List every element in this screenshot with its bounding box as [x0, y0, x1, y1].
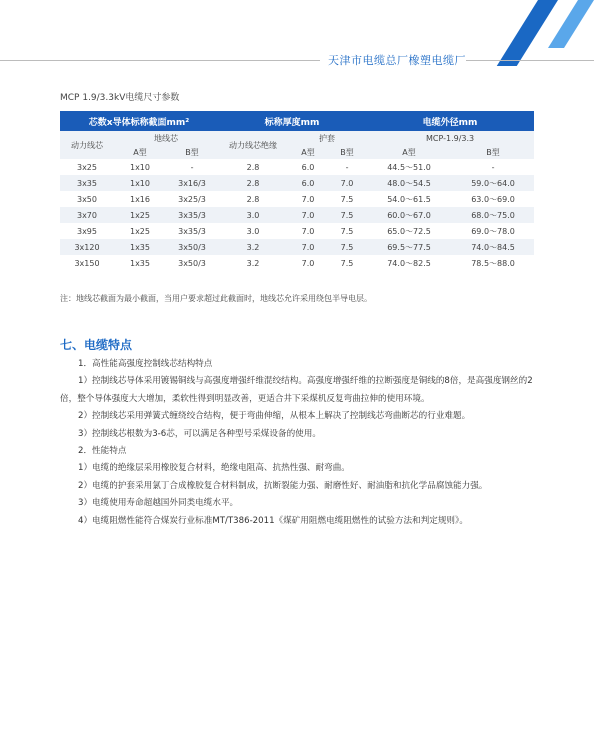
cell: 1x25 — [129, 226, 150, 236]
header-type-b: B型 — [452, 145, 534, 159]
cell: 3x35/3 — [166, 207, 218, 223]
cell: 3x120 — [60, 239, 114, 255]
header-model: MCP-1.9/3.3 — [366, 131, 534, 145]
header-ground-core: 地线芯 — [114, 131, 218, 145]
cell: 7.5 — [328, 207, 366, 223]
table-row — [60, 159, 534, 175]
cell: 3.0 — [246, 226, 260, 236]
header-decoration-light — [548, 0, 594, 48]
cell: - — [491, 162, 495, 172]
paragraph: 2．性能特点 — [78, 446, 127, 457]
cell: 7.5 — [328, 239, 366, 255]
cell: 3x25 — [76, 162, 97, 172]
cell: 7.5 — [340, 194, 354, 204]
cell: 1x35 — [129, 258, 150, 268]
cell: 1x10 — [114, 175, 166, 191]
table-row — [60, 255, 534, 271]
cell: 3.2 — [246, 258, 260, 268]
cell: 3x95 — [76, 226, 97, 236]
header-type-a: A型 — [288, 145, 328, 159]
cell: 3x35/3 — [178, 226, 206, 236]
features-body — [60, 356, 536, 530]
cell: 1x35 — [114, 239, 166, 255]
table-row — [60, 191, 534, 207]
paragraph: 2）电缆的护套采用氯丁合成橡胶复合材料制成，抗断裂能力强、耐磨性好、耐油脂和抗化学品腐蚀能力强。 — [78, 480, 488, 491]
paragraph: 1．高性能高强度控制线芯结构特点 — [78, 359, 213, 369]
paragraph: 4）电缆阻燃性能符合煤炭行业标准MT/T386-2011《煤矿用阻燃电缆阻燃性的试验方法和判定规则》。 — [78, 515, 468, 526]
cell: 1x16 — [129, 194, 150, 204]
cell: 69.0～78.0 — [471, 226, 515, 236]
cell: 7.0 — [301, 258, 315, 268]
company-name: 天津市电缆总厂橡塑电缆厂 — [328, 54, 466, 67]
section-title: 七、电缆特点 — [60, 338, 133, 352]
table-row — [60, 223, 534, 239]
cell: 7.0 — [301, 194, 315, 204]
paragraph: 1）电缆的绝缘层采用橡胶复合材料，绝缘电阻高、抗热性强、耐弯曲。 — [78, 463, 350, 474]
cell: 3x50/3 — [178, 258, 206, 268]
header-insulation: 动力线芯绝缘 — [218, 131, 288, 159]
header-decoration-dark — [497, 0, 558, 66]
cell: 2.8 — [218, 175, 288, 191]
header-type-b: B型 — [166, 145, 218, 159]
table-row — [60, 239, 534, 255]
cell: 6.0 — [301, 162, 315, 172]
cell: 74.0～82.5 — [387, 258, 431, 268]
band-header-size: 芯数x导体标称截面mm² — [60, 111, 218, 131]
cell: 3.0 — [218, 207, 288, 223]
cell: 7.0 — [301, 226, 315, 236]
cell: 65.0～72.5 — [387, 226, 431, 236]
header-sheath: 护套 — [288, 131, 366, 145]
cell: 60.0～67.0 — [366, 207, 452, 223]
cell: 3x35 — [60, 175, 114, 191]
paragraph: 2）控制线芯采用弹簧式缠绕绞合结构，便于弯曲伸缩，从根本上解决了控制线芯弯曲断芯的行业难题。 — [78, 411, 471, 422]
table-row — [60, 207, 534, 223]
cell: 3x16/3 — [166, 175, 218, 191]
cell: 7.0 — [288, 239, 328, 255]
cell: 7.0 — [328, 175, 366, 191]
cell: 7.5 — [340, 258, 354, 268]
cell: 1x10 — [129, 162, 150, 172]
cell: 3x150 — [74, 258, 100, 268]
header-type-b: B型 — [328, 145, 366, 159]
cell: 3.2 — [218, 239, 288, 255]
cell: 3x50 — [76, 194, 97, 204]
cell: 69.5～77.5 — [366, 239, 452, 255]
paragraph: 3）电缆使用寿命超越国外同类电缆水平。 — [78, 498, 239, 509]
paragraph: 3）控制线芯根数为3-6芯，可以满足各种型号采煤设备的使用。 — [78, 428, 321, 439]
cell: 2.8 — [246, 162, 260, 172]
cell: 59.0～64.0 — [452, 175, 534, 191]
cell: 63.0～69.0 — [471, 194, 515, 204]
cell: 78.5～88.0 — [471, 258, 515, 268]
cell: 3x50/3 — [166, 239, 218, 255]
paragraph: 1）控制线芯导体采用镀锡铜线与高强度增强纤维混绞结构。高强度增强纤维的拉断强度是铜线的8倍，是高强度钢丝的2倍，整个导体强度大大增加，柔软性得到明显改善，更适合井下采煤机反复弯曲拉伸的使用环境。 — [60, 376, 533, 404]
cell: - — [190, 162, 194, 172]
cell: 48.0～54.5 — [366, 175, 452, 191]
cell: 7.0 — [288, 207, 328, 223]
cell: 7.5 — [340, 226, 354, 236]
table-note: 注：地线芯截面为最小截面，当用户要求超过此截面时，地线芯允许采用绕包半导电层。 — [60, 294, 372, 303]
band-header-diameter: 电缆外径mm — [366, 111, 534, 131]
cell: - — [345, 162, 349, 172]
cell: 68.0～75.0 — [452, 207, 534, 223]
cell: 1x25 — [114, 207, 166, 223]
header-type-a: A型 — [114, 145, 166, 159]
cell: 3x70 — [60, 207, 114, 223]
cell: 2.8 — [246, 194, 260, 204]
header-rule-right — [466, 60, 594, 61]
cell: 3x25/3 — [178, 194, 206, 204]
cell: 44.5～51.0 — [387, 162, 431, 172]
cable-spec-table — [60, 111, 534, 271]
table-row — [60, 175, 534, 191]
cell: 6.0 — [288, 175, 328, 191]
header-power-core: 动力线芯 — [60, 131, 114, 159]
header-rule-left — [0, 60, 320, 61]
cell: 74.0～84.5 — [452, 239, 534, 255]
cell: 54.0～61.5 — [387, 194, 431, 204]
band-header-thickness: 标称厚度mm — [218, 111, 366, 131]
header-type-a: A型 — [366, 145, 452, 159]
table-caption: MCP 1.9/3.3kV电缆尺寸参数 — [60, 93, 180, 103]
